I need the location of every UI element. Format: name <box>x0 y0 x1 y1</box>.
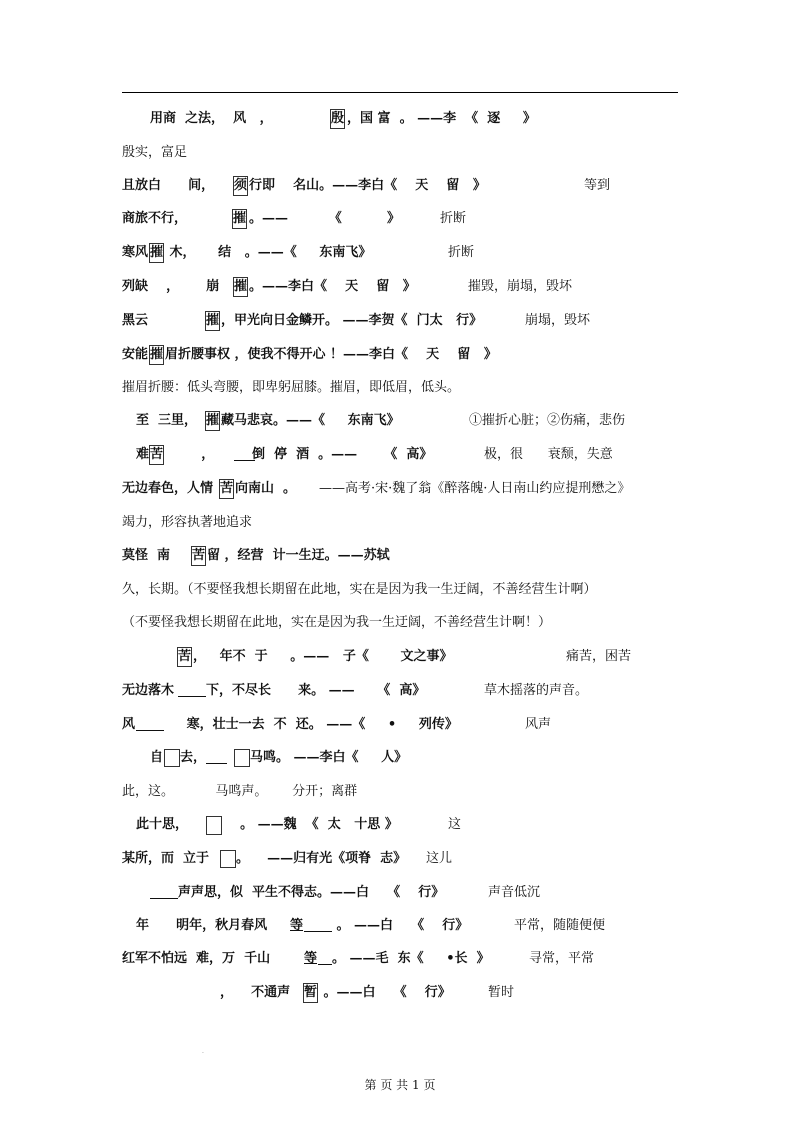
quote-text: 眉折腰事权 ，使我不得开心 ！——李白《 天 留 》 <box>165 347 497 362</box>
quote-text: 行即 名山。——李白《 天 留 》 <box>249 178 486 193</box>
annotation-text: 草木摇落的声音。 <box>484 683 589 698</box>
blank-box <box>234 749 250 767</box>
highlighted-character: 苦 <box>192 548 206 563</box>
highlighted-character: 须 <box>234 178 248 193</box>
highlighted-character: 苦 <box>220 481 234 496</box>
annotation-text: 竭力，形容执著地追求 <box>122 515 253 530</box>
quote-text: ， <box>165 447 215 462</box>
annotation-text: ——高考·宋·魏了翁《醉落魄·人日南山约应提刑懋之》 <box>319 481 631 496</box>
highlighted-character: 摧 <box>206 313 220 328</box>
annotation-text: 这 <box>448 817 462 832</box>
annotation-text: 等到 <box>584 178 611 193</box>
highlighted-character: 摧 <box>233 211 247 226</box>
quote-text: 声声思，似 平生不得志。——白 《 行》 <box>178 885 445 900</box>
annotation-text: 声音低沉 <box>488 885 541 900</box>
blank-underline <box>178 682 206 697</box>
annotation-text: 久，长期。（不要怪我想长期留在此地，实在是因为我一生迂阔，不善经营生计啊） <box>122 582 597 597</box>
quote-text: 去， <box>180 750 207 765</box>
quote-text: 寒风 <box>122 245 149 260</box>
quote-text: 红军不怕远 难，万 千山 <box>122 951 275 966</box>
quote-text: ，甲光向日金鳞开。 ——李贺《 门太 行》 <box>221 313 483 328</box>
highlighted-character: 摧 <box>150 245 164 260</box>
quote-text: 用商 之法， 风 ， <box>150 111 287 126</box>
highlighted-character: 苦 <box>150 447 164 462</box>
quote-text: 此十思， <box>136 817 189 832</box>
quote-text: 。——白 《 行》 <box>319 985 451 1000</box>
quote-text: 藏马悲哀。——《 东南飞》 <box>221 413 400 428</box>
quote-text: 难 <box>136 447 150 462</box>
quote-text: 黑云 <box>122 313 194 328</box>
quote-text: 向南山 。 <box>235 481 297 496</box>
quote-text: 下，不尽长 来。 —— 《 高》 <box>206 683 426 698</box>
blank-underline <box>150 884 178 899</box>
quote-text: 无边春色，人情 <box>122 481 214 496</box>
blank-box <box>220 850 236 868</box>
annotation-text: 崩塌，毁坏 <box>525 313 591 328</box>
quote-text: 风 <box>122 717 136 732</box>
underlined-character: 等 <box>290 918 304 933</box>
annotation-text: 暂时 <box>488 985 515 1000</box>
quote-text: 安能 <box>122 347 149 362</box>
blank-box <box>164 749 180 767</box>
quote-text: 马鸣。 ——李白《 人》 <box>250 750 408 765</box>
highlighted-character: 暂 <box>304 985 318 1000</box>
blank-underline <box>136 716 164 731</box>
quote-text: 。 ——归有光《项脊 志》 <box>236 851 407 866</box>
quote-text: 。 ——白 《 行》 <box>332 918 469 933</box>
annotation-text: （不要怪我想长期留在此地，实在是因为我一生迂阔，不善经营生计啊！） <box>122 615 552 630</box>
annotation-text: 风声 <box>525 717 552 732</box>
quote-text: ，国 富 。 ——李 《 逐 》 <box>347 111 536 126</box>
quote-text: 至 三里， <box>136 413 198 428</box>
quote-text: 倒 停 酒 。—— 《 高》 <box>252 447 433 462</box>
annotation-text: 折断 <box>440 211 467 226</box>
annotation-text: 这儿 <box>426 851 453 866</box>
annotation-text: 平常，随随便便 <box>514 918 606 933</box>
blank-box <box>206 816 222 835</box>
quote-text: 莫怪 南 <box>122 548 171 563</box>
quote-text: 寒，壮士一去 不 还。 ——《 • 列传》 <box>164 717 458 732</box>
underlined-character: 等 <box>304 951 318 966</box>
highlighted-character: 殷 <box>331 111 345 126</box>
annotation-text: ①摧折心脏；②伤痛，悲伤 <box>469 413 626 428</box>
quote-text: 。——李白《 天 留 》 <box>249 279 416 294</box>
quote-text: 年 明年，秋月春风 <box>136 918 268 933</box>
annotation-text: 寻常，平常 <box>529 951 595 966</box>
quote-text: 列缺 ， 崩 <box>122 279 220 294</box>
quote-text: 无边落木 <box>122 683 175 698</box>
quote-text: 。 ——毛 东《 •长 》 <box>332 951 490 966</box>
annotation-text: 痛苦，困苦 <box>566 649 632 664</box>
header-rule <box>122 92 678 93</box>
blank-underline <box>318 950 332 965</box>
highlighted-character: 摧 <box>150 347 164 362</box>
quote-text: 。—— 《 》 <box>249 211 400 226</box>
blank-underline <box>206 749 227 764</box>
quote-text: 。 ——魏 《 太 十思 》 <box>222 817 398 832</box>
annotation-text: 此，这。 马鸣声。 分开；离群 <box>122 784 358 799</box>
highlighted-character: 摧 <box>234 279 248 294</box>
highlighted-character: 苦 <box>178 649 192 664</box>
quote-text: ， 年不 于 。—— 子《 文之事》 <box>193 649 453 664</box>
quote-text: ， 不通声 <box>220 985 291 1000</box>
quote-text: 木， 结 。——《 东南飞》 <box>165 245 372 260</box>
quote-text: 自 <box>150 750 164 765</box>
annotation-text: 极，很 衰颓，失意 <box>484 447 613 462</box>
annotation-text: 摧眉折腰：低头弯腰，即卑躬屈膝。摧眉，即低眉，低头。 <box>122 380 461 395</box>
annotation-text: 折断 <box>448 245 475 260</box>
annotation-text: 殷实，富足 <box>122 145 188 160</box>
quote-text: 且放白 间， <box>122 178 215 193</box>
highlighted-character: 摧 <box>206 413 220 428</box>
quote-text: 留 ，经营 计一生迂。——苏轼 <box>207 548 390 563</box>
quote-text: 某所，而 立于 <box>122 851 210 866</box>
page-footer: 第 页 共 1 页 <box>364 1078 436 1092</box>
blank-underline <box>304 917 332 932</box>
annotation-text: 摧毁，崩塌，毁坏 <box>468 279 573 294</box>
page-dot: . <box>202 1048 204 1055</box>
quote-text: 商旅不行， <box>122 211 188 226</box>
